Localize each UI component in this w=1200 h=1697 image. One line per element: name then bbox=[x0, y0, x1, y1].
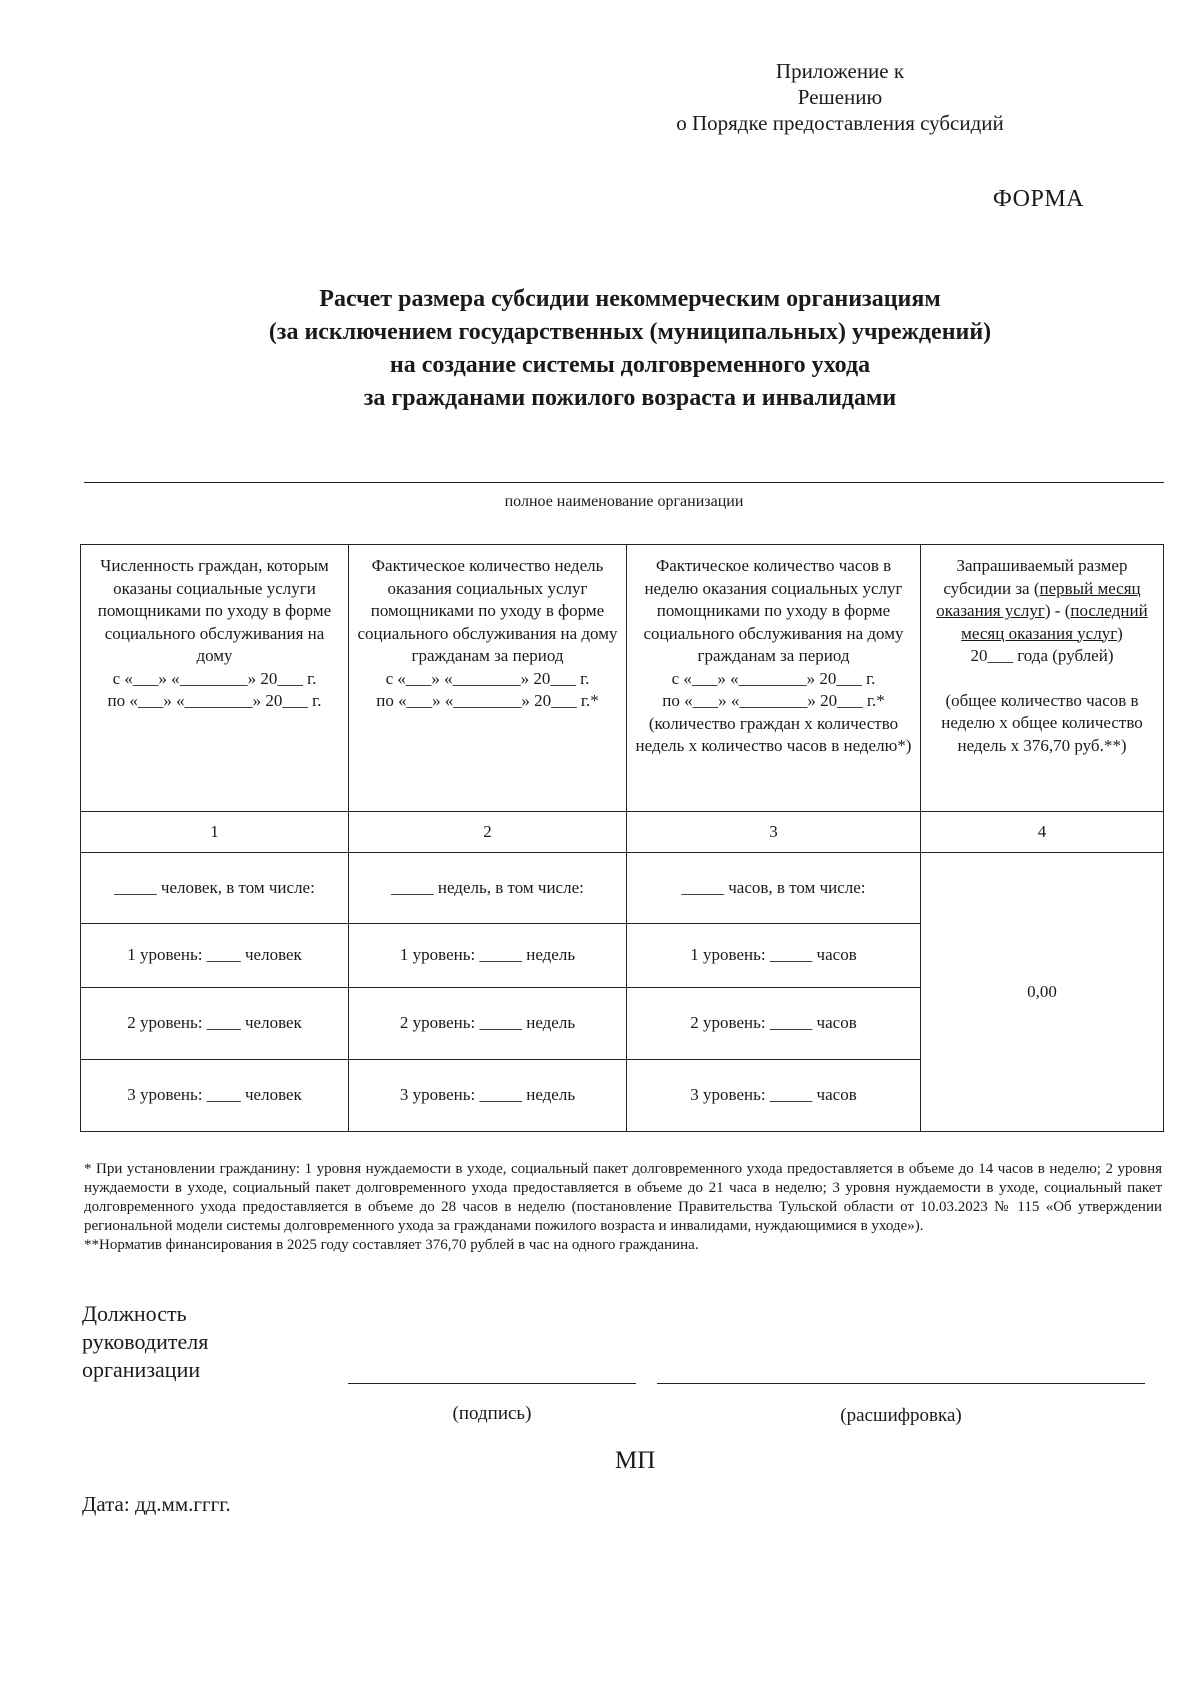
level3-people-cell[interactable]: 3 уровень: ____ человек bbox=[81, 1060, 349, 1132]
table-header-row bbox=[81, 545, 1164, 812]
level2-weeks-cell[interactable]: 2 уровень: _____ недель bbox=[349, 988, 627, 1060]
subsidy-amount-cell: 0,00 bbox=[921, 853, 1164, 1132]
organization-name-caption: полное наименование организации bbox=[504, 493, 744, 510]
total-weeks-cell[interactable]: _____ недель, в том числе: bbox=[349, 853, 627, 924]
footnote-levels: * При установлении гражданину: 1 уровня нуждаемости в уходе, социальный пакет долговременного ухода предоставляется в объеме до 14 часов в неделю; 2 уровня нуждаемости в уходе, социальный пакет долговременного ухода предоставляется в объеме до 21 часа в неделю; 3 уровня нуждаемости в уходе, социальный пакет долговременного ухода предоставляется в объеме до 28 часов в неделю (постановление Правительства Тульской области от 10.03.2023 № 115 «Об утверждении региональной модели системы долговременного ухода за гражданами пожилого возраста и инвалидами, нуждающимися в уходе»). bbox=[84, 1161, 1162, 1234]
title-line-2: (за исключением государственных (муниципальных) учреждений) bbox=[268, 319, 992, 345]
col4-last-month: последний месяц оказания услуг bbox=[961, 601, 1148, 643]
col3-period-to: по «___» «________» 20___ г.* bbox=[662, 691, 885, 710]
title-line-4: за гражданами пожилого возраста и инвалидами bbox=[363, 385, 897, 411]
totals-row bbox=[81, 853, 1164, 924]
col4-prefix: Запрашиваемый размер субсидии за ( bbox=[943, 556, 1128, 598]
col4-header bbox=[921, 545, 1164, 812]
col4-year: 20___ года (рублей) bbox=[970, 646, 1114, 665]
form-label: ФОРМА bbox=[992, 186, 1084, 212]
title-line-1: Расчет размера субсидии некоммерческим организациям bbox=[319, 286, 941, 312]
appendix-line-3: о Порядке предоставления субсидий bbox=[676, 111, 1004, 135]
document-title bbox=[80, 283, 1180, 415]
level2-people-cell[interactable]: 2 уровень: ____ человек bbox=[81, 988, 349, 1060]
level3-weeks-cell[interactable]: 3 уровень: _____ недель bbox=[349, 1060, 627, 1132]
col4-suffix: ) bbox=[1117, 623, 1123, 643]
col3-period-from: с «___» «________» 20___ г. bbox=[671, 668, 876, 688]
subsidy-calculation-table bbox=[80, 544, 1164, 1132]
level1-weeks-cell[interactable]: 1 уровень: _____ недель bbox=[349, 924, 627, 988]
post-label-line-3: организации bbox=[82, 1357, 201, 1382]
appendix-line-1: Приложение к bbox=[775, 59, 905, 83]
footnote-financing: **Норматив финансирования в 2025 году составляет 376,70 рублей в час на одного гражданина. bbox=[84, 1237, 699, 1253]
total-people-cell[interactable]: _____ человек, в том числе: bbox=[81, 853, 349, 924]
title-line-3: на создание системы долговременного ухода bbox=[389, 352, 871, 378]
appendix-header bbox=[610, 58, 1070, 136]
col4-first-month: первый месяц оказания услуг bbox=[936, 578, 1141, 620]
col2-period-to: по «___» «________» 20___ г.* bbox=[376, 691, 599, 710]
col3-header bbox=[627, 545, 921, 812]
total-hours-cell[interactable]: _____ часов, в том числе: bbox=[627, 853, 921, 924]
level2-hours-cell[interactable]: 2 уровень: _____ часов bbox=[627, 988, 921, 1060]
date-field: Дата: дд.мм.гггг. bbox=[82, 1492, 231, 1516]
column-number-row bbox=[81, 812, 1164, 853]
column-number-2: 2 bbox=[349, 812, 627, 853]
signature-caption: (подпись) bbox=[452, 1403, 532, 1424]
post-label-line-1: Должность bbox=[82, 1301, 187, 1326]
level3-hours-cell[interactable]: 3 уровень: _____ часов bbox=[627, 1060, 921, 1132]
level1-hours-cell[interactable]: 1 уровень: _____ часов bbox=[627, 924, 921, 988]
name-decode-line[interactable] bbox=[657, 1383, 1145, 1384]
post-label-line-2: руководителя bbox=[82, 1329, 209, 1354]
decode-caption: (расшифровка) bbox=[840, 1405, 962, 1426]
footnotes bbox=[84, 1160, 1162, 1255]
col2-period-from: с «___» «________» 20___ г. bbox=[385, 668, 590, 688]
col3-header-text: Фактическое количество часов в неделю оказания социальных услуг помощниками по уходу в форме социального обслуживания на дому гражданам за период bbox=[643, 556, 904, 665]
col1-period-to: по «___» «________» 20___ г. bbox=[107, 691, 322, 710]
col1-period-from: с «___» «________» 20___ г. bbox=[112, 668, 317, 688]
col2-header-text: Фактическое количество недель оказания социальных услуг помощниками по уходу в форме социального обслуживания на дому гражданам за период bbox=[357, 556, 618, 665]
col1-header-text: Численность граждан, которым оказаны социальные услуги помощниками по уходу в форме социального обслуживания на дому bbox=[97, 556, 332, 665]
column-number-1: 1 bbox=[81, 812, 349, 853]
col4-formula: (общее количество часов в неделю х общее количество недель х 376,70 руб.**) bbox=[941, 690, 1143, 755]
col4-header-period bbox=[927, 555, 1157, 645]
stamp-place-label: МП bbox=[615, 1447, 656, 1474]
head-position-label bbox=[82, 1300, 208, 1384]
column-number-4: 4 bbox=[921, 812, 1164, 853]
organization-name-line[interactable] bbox=[84, 482, 1164, 483]
col4-spacer bbox=[927, 668, 1157, 690]
col3-formula: (количество граждан х количество недель х количество часов в неделю*) bbox=[635, 713, 912, 755]
level1-people-cell[interactable]: 1 уровень: ____ человек bbox=[81, 924, 349, 988]
appendix-line-2: Решению bbox=[797, 85, 883, 109]
column-number-3: 3 bbox=[627, 812, 921, 853]
signature-line[interactable] bbox=[348, 1383, 636, 1384]
col1-header bbox=[81, 545, 349, 812]
col4-dash: ) - ( bbox=[1044, 601, 1071, 620]
col2-header bbox=[349, 545, 627, 812]
